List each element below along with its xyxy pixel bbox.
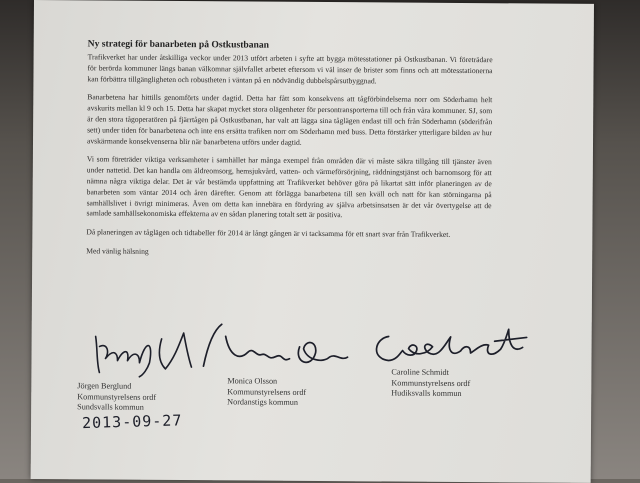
signer-3 [391, 368, 470, 400]
signature-2 [195, 316, 365, 377]
signer-1-municipality: Sundsvalls kommun [77, 402, 144, 412]
letter-page [31, 0, 594, 483]
paragraph-2: Banarbetena har hittills genomförts under dagtid. Detta har fått som konsekvens att tågförbindelserna norr om Söderhamn helt avskurits mellan kl 9 och 15. Detta har skapat mycket stora olägenheter för persontransporterna till och från våra kommuner. SJ, som är den stora tågoperatören på fjärrtågen på Ostkustbanan, har valt att lägga sina tåglägen endast till och från Söderhamn (söderifrån sett) under tiden för banarbetena och inte ens ersätta trafiken norr om Söderhamn med buss. Detta förstärker ytterligare bilden av hur avskärmande konsekvenserna blir när banarbetena utförs under dagtid. [86, 92, 493, 147]
paragraph-1: Trafikverket har under åtskilliga veckor under 2013 utfört arbeten i syfte att bygga mötesstationer på Ostkustbanan. Vi företrädare för berörda kommuner längs banan välkomnar självfallet arbetet eftersom vi väl inser de brister som finns och att mötesstationerna kan förbättra tillgängligheten och robustheten i väntan på en nödvändig dubbelspårsutbyggnad. [87, 52, 493, 85]
letter-title: Ny strategi för banarbeten på Ostkustbanan [87, 38, 270, 51]
signer-3-name: Caroline Schmidt [391, 367, 449, 377]
paragraph-3: Vi som företräder viktiga verksamheter i samhället har många exempel från områden där vi måste säkra tillgång till tjänster även under nattetid. Det kan handla om äldreomsorg, hemsjukvård, vatten- och värmeförsörjning, räddningstjänst och barnomsorg för att nämna några viktiga delar. Det är vår bestämda uppfattning att Trafikverket behöver göra på likartat sätt inför planeringen av de banarbeten som väntar 2014 och åren därefter. Genom att förlägga banarbetena till sen kväll och natt för kan störningarna på samhällslivet i övrigt minimeras. Även om detta kan innebära en fördyring av själva arbetsinsatsen är det vår övertygelse att de samlade samhällsekonomiska effekterna av en sådan planering totalt sett är positiva. [86, 154, 492, 220]
signer-3-municipality: Hudiksvalls kommun [391, 388, 462, 398]
signer-3-role: Kommunstyrelsens ordf [391, 378, 471, 388]
signer-2 [227, 376, 306, 408]
signature-3 [366, 322, 541, 373]
signer-1-name: Jörgen Berglund [77, 381, 132, 391]
signer-1-role: Kommunstyrelsens ordf [77, 391, 157, 402]
signer-2-municipality: Nordanstigs kommun [227, 397, 298, 407]
handwritten-date: 2013-09-27 [81, 411, 183, 433]
letter-body [86, 38, 493, 260]
signature-1 [87, 318, 222, 381]
signer-2-role: Kommunstyrelsens ordf [227, 386, 307, 397]
closing-greeting: Med vänlig hälsning [86, 246, 149, 256]
signer-1 [77, 381, 156, 413]
paragraph-4: Då planeringen av tåglägen och tidtabeller för 2014 är långt gången är vi tacksamma för ett snart svar från Trafikverket. [86, 227, 451, 240]
signer-2-name: Monica Olsson [227, 376, 278, 386]
